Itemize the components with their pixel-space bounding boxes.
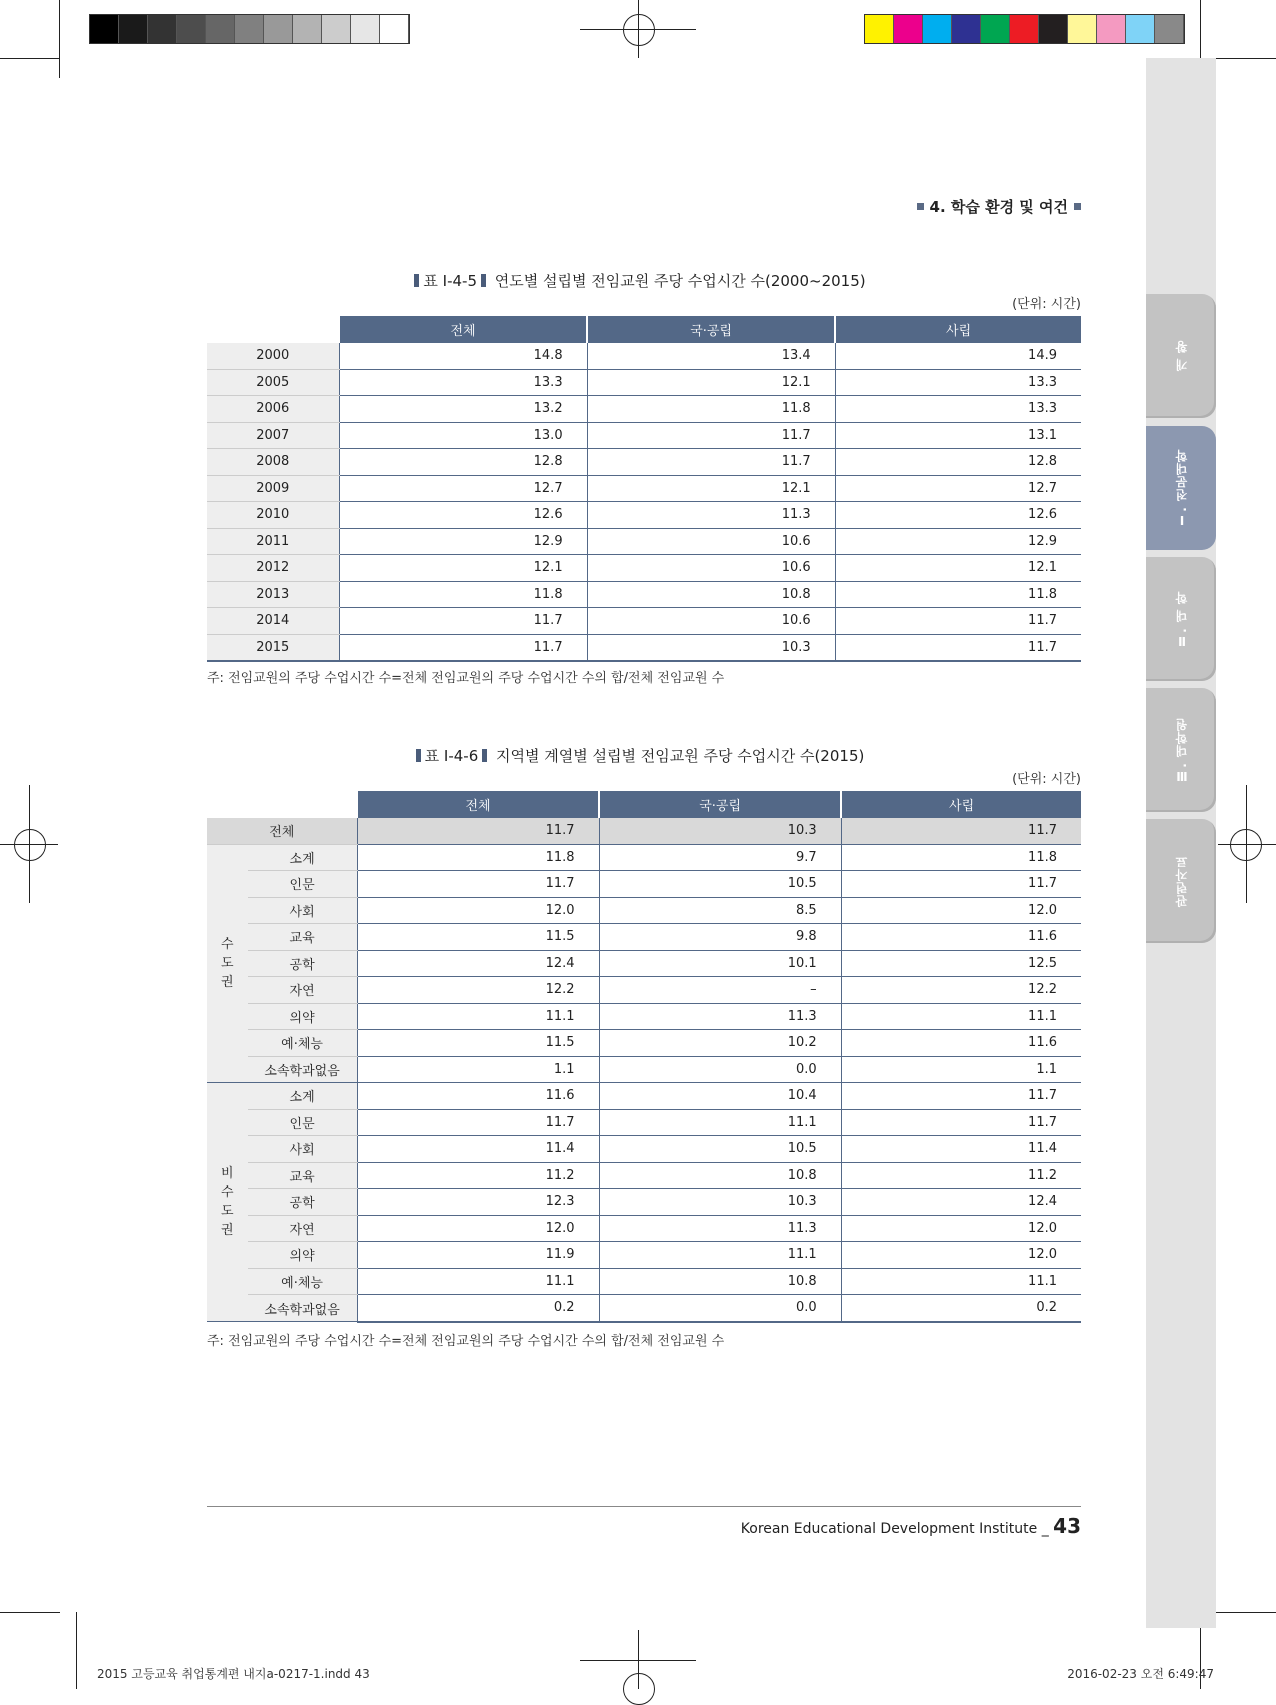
- cell-public: 11.1: [599, 1109, 841, 1136]
- registration-target-line: [1218, 844, 1276, 845]
- gray-swatch: [322, 15, 351, 43]
- row-year: 2006: [207, 396, 339, 423]
- cell-public: 11.3: [587, 502, 835, 529]
- row-field: 소속학과없음: [248, 1295, 357, 1322]
- table-row: [207, 502, 1081, 529]
- slug-right: 2016-02-23 오전 6:49:47: [1067, 1667, 1214, 1681]
- side-tab-label: Ⅰ. 전문대학: [1174, 449, 1189, 527]
- table2-corner: [207, 791, 357, 818]
- side-tab-related-data[interactable]: [1146, 819, 1216, 943]
- cell-all: 12.4: [357, 950, 599, 977]
- table2: [207, 791, 1081, 1323]
- color-registration-bar: [864, 14, 1185, 44]
- table1-note: 주: 전임교원의 주당 수업시간 수=전체 전임교원의 주당 수업시간 수의 합/전체 전임교원 수: [207, 671, 725, 686]
- table2-note: 주: 전임교원의 주당 수업시간 수=전체 전임교원의 주당 수업시간 수의 합/전체 전임교원 수: [207, 1334, 725, 1349]
- cell-public: 10.6: [587, 528, 835, 555]
- row-field: 공학: [248, 1189, 357, 1216]
- side-tab-junior-college[interactable]: [1146, 426, 1216, 550]
- row-field: 소계: [248, 844, 357, 871]
- cell-all: 11.9: [357, 1242, 599, 1269]
- table-row: [207, 1189, 1081, 1216]
- color-swatch: [923, 15, 952, 43]
- title-bar-icon: [414, 274, 419, 287]
- side-tab-university[interactable]: [1146, 557, 1216, 681]
- cell-private: 12.0: [841, 897, 1081, 924]
- gray-swatch: [380, 15, 409, 43]
- cell-all: 0.2: [357, 1295, 599, 1322]
- table-row: [207, 1030, 1081, 1057]
- cell-public: 10.5: [599, 1136, 841, 1163]
- cell-private: 11.1: [841, 1003, 1081, 1030]
- cell-all: 11.7: [357, 818, 599, 844]
- table-row: [207, 1109, 1081, 1136]
- row-field: 예·체능: [248, 1030, 357, 1057]
- table2-header-all: 전체: [357, 791, 599, 818]
- gray-swatch: [177, 15, 206, 43]
- cell-all: 12.7: [339, 475, 587, 502]
- row-year: 2012: [207, 555, 339, 582]
- table-row: [207, 528, 1081, 555]
- cell-all: 11.5: [357, 924, 599, 951]
- gray-swatch: [90, 15, 119, 43]
- cell-private: 11.8: [835, 581, 1081, 608]
- table-row: [207, 634, 1081, 661]
- table1-corner: [207, 316, 339, 343]
- table-row: [207, 343, 1081, 369]
- cell-all: 11.6: [357, 1083, 599, 1110]
- title-bar-icon: [481, 274, 486, 287]
- table-row: [207, 844, 1081, 871]
- cell-private: 11.6: [841, 1030, 1081, 1057]
- cell-public: 10.8: [587, 581, 835, 608]
- cell-public: –: [599, 977, 841, 1004]
- cell-private: 0.2: [841, 1295, 1081, 1322]
- cell-all: 11.4: [357, 1136, 599, 1163]
- cell-private: 11.7: [841, 1109, 1081, 1136]
- row-field: 의약: [248, 1242, 357, 1269]
- cell-public: 10.8: [599, 1268, 841, 1295]
- side-tab-label: Ⅱ. 대 학: [1174, 590, 1189, 648]
- cell-private: 11.7: [835, 608, 1081, 635]
- cell-private: 13.1: [835, 422, 1081, 449]
- registration-target: [623, 14, 655, 46]
- table1-header-private: 사립: [835, 316, 1081, 343]
- row-year: 2007: [207, 422, 339, 449]
- color-swatch: [1097, 15, 1126, 43]
- table-row: [207, 449, 1081, 476]
- color-swatch: [865, 15, 894, 43]
- registration-target: [14, 829, 46, 861]
- table-row: [207, 1083, 1081, 1110]
- table-row: [207, 1215, 1081, 1242]
- table-row: [207, 555, 1081, 582]
- registration-target: [623, 1673, 655, 1705]
- cell-public: 11.7: [587, 449, 835, 476]
- table1-label: 표 Ⅰ-4-5: [423, 272, 478, 290]
- cell-public: 11.8: [587, 396, 835, 423]
- cell-public: 8.5: [599, 897, 841, 924]
- table-row: [207, 396, 1081, 423]
- cell-private: 12.9: [835, 528, 1081, 555]
- table2-title: [0, 745, 1276, 766]
- color-swatch: [1155, 15, 1184, 43]
- table-row: [207, 1242, 1081, 1269]
- side-tab-label: Ⅲ. 대학원: [1174, 717, 1189, 783]
- row-field: 소계: [248, 1083, 357, 1110]
- table2-label: 표 Ⅰ-4-6: [424, 747, 479, 765]
- cell-public: 12.1: [587, 369, 835, 396]
- cell-all: 13.2: [339, 396, 587, 423]
- group-label-text: 비수도권: [221, 1166, 234, 1238]
- table-row: [207, 871, 1081, 898]
- table-row: [207, 1056, 1081, 1083]
- cell-all: 12.2: [357, 977, 599, 1004]
- cell-private: 1.1: [841, 1056, 1081, 1083]
- cell-all: 14.8: [339, 343, 587, 369]
- row-year: 2009: [207, 475, 339, 502]
- row-year: 2011: [207, 528, 339, 555]
- footer: [741, 1514, 1081, 1538]
- cell-private: 11.7: [841, 871, 1081, 898]
- cell-all: 12.0: [357, 897, 599, 924]
- color-swatch: [1010, 15, 1039, 43]
- cell-all: 11.7: [339, 608, 587, 635]
- table2-header-public: 국·공립: [599, 791, 841, 818]
- cell-public: 11.3: [599, 1003, 841, 1030]
- row-year: 2015: [207, 634, 339, 661]
- cell-private: 12.1: [835, 555, 1081, 582]
- side-tab-overview[interactable]: [1146, 294, 1216, 418]
- gray-swatch: [206, 15, 235, 43]
- cell-private: 12.8: [835, 449, 1081, 476]
- cell-all: 1.1: [357, 1056, 599, 1083]
- footer-divider: [207, 1506, 1081, 1507]
- cell-private: 14.9: [835, 343, 1081, 369]
- cell-all: 11.8: [339, 581, 587, 608]
- cell-public: 10.6: [587, 555, 835, 582]
- table-row: [207, 1003, 1081, 1030]
- registration-target-line: [1246, 785, 1247, 903]
- cell-all: 11.1: [357, 1268, 599, 1295]
- row-field: 예·체능: [248, 1268, 357, 1295]
- group-label: [207, 1083, 248, 1322]
- cell-private: 11.7: [835, 634, 1081, 661]
- row-field: 인문: [248, 1109, 357, 1136]
- group-label-text: 수도권: [221, 936, 234, 990]
- color-swatch: [1126, 15, 1155, 43]
- gray-swatch: [293, 15, 322, 43]
- cell-private: 12.5: [841, 950, 1081, 977]
- cell-private: 13.3: [835, 396, 1081, 423]
- footer-institute: Korean Educational Development Institute _: [740, 1521, 1049, 1537]
- table-row: [207, 369, 1081, 396]
- square-bullet-icon: [917, 203, 924, 210]
- cell-public: 12.1: [587, 475, 835, 502]
- row-field: 교육: [248, 1162, 357, 1189]
- cell-public: 10.3: [599, 1189, 841, 1216]
- color-swatch: [894, 15, 923, 43]
- cell-public: 10.3: [599, 818, 841, 844]
- table1-unit: (단위: 시간): [1012, 297, 1081, 312]
- cell-private: 12.6: [835, 502, 1081, 529]
- cell-public: 10.2: [599, 1030, 841, 1057]
- cell-all: 12.8: [339, 449, 587, 476]
- row-field: 의약: [248, 1003, 357, 1030]
- table-row: [207, 422, 1081, 449]
- row-year: 2000: [207, 343, 339, 369]
- color-swatch: [1068, 15, 1097, 43]
- cell-public: 10.4: [599, 1083, 841, 1110]
- gray-swatch: [148, 15, 177, 43]
- row-field: 교육: [248, 924, 357, 951]
- slug-left: 2015 고등교육 취업통계편 내지a-0217-1.indd 43: [97, 1667, 370, 1681]
- gray-swatch: [264, 15, 293, 43]
- table1: [207, 316, 1081, 662]
- row-field: 인문: [248, 871, 357, 898]
- crop-mark: [0, 58, 60, 59]
- cell-private: 13.3: [835, 369, 1081, 396]
- cell-all: 12.3: [357, 1189, 599, 1216]
- table-row: [207, 924, 1081, 951]
- row-field: 자연: [248, 977, 357, 1004]
- cell-private: 12.7: [835, 475, 1081, 502]
- cell-public: 9.7: [599, 844, 841, 871]
- row-year: 2008: [207, 449, 339, 476]
- cell-all: 11.7: [357, 1109, 599, 1136]
- section-title-text: 4. 학습 환경 및 여건: [929, 198, 1068, 216]
- cell-private: 11.6: [841, 924, 1081, 951]
- table1-header-public: 국·공립: [587, 316, 835, 343]
- table-row: [207, 1162, 1081, 1189]
- table-row: [207, 950, 1081, 977]
- cell-public: 11.1: [599, 1242, 841, 1269]
- color-swatch: [981, 15, 1010, 43]
- cell-public: 10.5: [599, 871, 841, 898]
- row-field: 공학: [248, 950, 357, 977]
- cell-all: 13.3: [339, 369, 587, 396]
- color-swatch: [952, 15, 981, 43]
- row-field: 사회: [248, 1136, 357, 1163]
- table-row: [207, 1136, 1081, 1163]
- gray-swatch: [351, 15, 380, 43]
- table-row: [207, 977, 1081, 1004]
- table2-title-text: 지역별 계열별 설립별 전임교원 주당 수업시간 수(2015): [496, 747, 865, 765]
- cell-public: 10.1: [599, 950, 841, 977]
- title-bar-icon: [482, 749, 487, 762]
- cell-private: 12.4: [841, 1189, 1081, 1216]
- cell-private: 11.8: [841, 844, 1081, 871]
- square-bullet-icon: [1074, 203, 1081, 210]
- cell-private: 12.0: [841, 1242, 1081, 1269]
- table-row: [207, 608, 1081, 635]
- cell-all: 12.6: [339, 502, 587, 529]
- table2-header-private: 사립: [841, 791, 1081, 818]
- cell-public: 0.0: [599, 1056, 841, 1083]
- crop-mark: [59, 0, 60, 78]
- cell-all: 12.9: [339, 528, 587, 555]
- table2-unit: (단위: 시간): [1012, 772, 1081, 787]
- row-year: 2013: [207, 581, 339, 608]
- cell-public: 9.8: [599, 924, 841, 951]
- table-row: [207, 475, 1081, 502]
- cell-all: 11.5: [357, 1030, 599, 1057]
- table-row: [207, 581, 1081, 608]
- row-field: 소속학과없음: [248, 1056, 357, 1083]
- cell-all: 11.1: [357, 1003, 599, 1030]
- color-swatch: [1039, 15, 1068, 43]
- cell-public: 13.4: [587, 343, 835, 369]
- cell-all: 11.7: [339, 634, 587, 661]
- registration-target-line: [29, 785, 30, 903]
- row-label: 전체: [207, 818, 357, 844]
- table1-header-all: 전체: [339, 316, 587, 343]
- page-number: 43: [1053, 1514, 1081, 1538]
- registration-target-line: [638, 1630, 639, 1689]
- table-row-total: [207, 818, 1081, 844]
- cell-all: 11.2: [357, 1162, 599, 1189]
- cell-private: 12.2: [841, 977, 1081, 1004]
- row-field: 사회: [248, 897, 357, 924]
- gray-swatch: [235, 15, 264, 43]
- table-row: [207, 897, 1081, 924]
- cell-all: 13.0: [339, 422, 587, 449]
- crop-mark: [0, 1612, 60, 1613]
- cell-private: 11.7: [841, 818, 1081, 844]
- table1-title-text: 연도별 설립별 전임교원 주당 수업시간 수(2000~2015): [494, 272, 866, 290]
- side-tab-label: 개 황: [1174, 340, 1189, 372]
- cell-private: 11.7: [841, 1083, 1081, 1110]
- registration-target-line: [638, 0, 639, 58]
- gray-swatch: [119, 15, 148, 43]
- row-field: 자연: [248, 1215, 357, 1242]
- row-year: 2005: [207, 369, 339, 396]
- cell-private: 11.1: [841, 1268, 1081, 1295]
- table-row: [207, 1268, 1081, 1295]
- cell-private: 11.2: [841, 1162, 1081, 1189]
- cell-public: 11.3: [599, 1215, 841, 1242]
- cell-all: 12.0: [357, 1215, 599, 1242]
- cell-public: 11.7: [587, 422, 835, 449]
- cell-public: 10.3: [587, 634, 835, 661]
- cell-private: 12.0: [841, 1215, 1081, 1242]
- crop-mark: [76, 1612, 77, 1689]
- cell-all: 11.8: [357, 844, 599, 871]
- row-year: 2014: [207, 608, 339, 635]
- table-row: [207, 1295, 1081, 1322]
- cell-all: 12.1: [339, 555, 587, 582]
- cell-private: 11.4: [841, 1136, 1081, 1163]
- table1-title: [0, 270, 1276, 291]
- side-tab-label: 관련자료: [1174, 855, 1189, 907]
- cell-public: 0.0: [599, 1295, 841, 1322]
- title-bar-icon: [416, 749, 421, 762]
- row-year: 2010: [207, 502, 339, 529]
- group-label: [207, 844, 248, 1083]
- cell-all: 11.7: [357, 871, 599, 898]
- cell-public: 10.6: [587, 608, 835, 635]
- cell-public: 10.8: [599, 1162, 841, 1189]
- section-title: [917, 196, 1081, 217]
- gray-registration-bar: [89, 14, 410, 44]
